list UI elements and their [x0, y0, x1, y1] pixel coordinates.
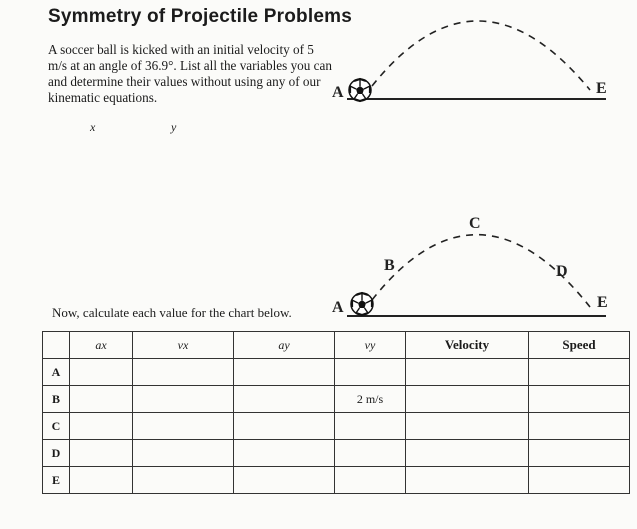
table-cell[interactable] — [406, 413, 529, 440]
table-row — [43, 386, 630, 413]
values-chart — [42, 331, 630, 494]
table-cell[interactable] — [133, 386, 234, 413]
row-label: C — [43, 413, 70, 440]
table-cell[interactable] — [529, 359, 630, 386]
table-cell[interactable] — [234, 413, 335, 440]
table-cell[interactable] — [529, 440, 630, 467]
x-variable-label: x — [90, 120, 96, 134]
header-ax: ax — [70, 332, 133, 359]
table-row — [43, 440, 630, 467]
table-cell[interactable] — [335, 467, 406, 494]
table-cell[interactable] — [234, 467, 335, 494]
table-cell[interactable] — [406, 467, 529, 494]
point-b-label: B — [384, 257, 395, 274]
table-cell[interactable] — [133, 413, 234, 440]
chart-instruction: Now, calculate each value for the chart below. — [52, 305, 292, 320]
diagram-2 — [332, 215, 608, 316]
table-row — [43, 413, 630, 440]
table-cell[interactable] — [70, 359, 133, 386]
point-a-label-1: A — [332, 84, 344, 101]
header-velocity: Velocity — [406, 332, 529, 359]
table-cell[interactable] — [70, 413, 133, 440]
point-e-label-1: E — [596, 80, 607, 97]
page-title: Symmetry of Projectile Problems — [48, 6, 352, 27]
table-row — [43, 467, 630, 494]
table-header-row — [43, 332, 630, 359]
point-d-label: D — [556, 263, 568, 280]
table-cell[interactable] — [335, 413, 406, 440]
table-cell[interactable] — [133, 467, 234, 494]
diagram-1 — [332, 21, 607, 101]
header-ay: ay — [234, 332, 335, 359]
point-c-label: C — [469, 215, 481, 232]
table-cell[interactable] — [70, 386, 133, 413]
y-variable-label: y — [171, 120, 177, 134]
table-cell[interactable] — [133, 359, 234, 386]
header-speed: Speed — [529, 332, 630, 359]
point-e-label-2: E — [597, 294, 608, 311]
row-label: E — [43, 467, 70, 494]
table-cell[interactable] — [406, 386, 529, 413]
soccer-ball-icon — [351, 293, 373, 315]
row-label: B — [43, 386, 70, 413]
header-vx: vx — [133, 332, 234, 359]
table-cell[interactable] — [529, 386, 630, 413]
header-vy: vy — [335, 332, 406, 359]
table-cell[interactable] — [406, 440, 529, 467]
table-cell[interactable] — [335, 359, 406, 386]
table-cell[interactable] — [234, 440, 335, 467]
table-cell[interactable] — [70, 440, 133, 467]
row-label: D — [43, 440, 70, 467]
table-cell[interactable] — [133, 440, 234, 467]
table-cell[interactable] — [234, 359, 335, 386]
point-a-label-2: A — [332, 299, 344, 316]
table-cell[interactable] — [234, 386, 335, 413]
problem-prompt: A soccer ball is kicked with an initial velocity of 5 m/s at an angle of 36.9°. List all the variables you can and determine their values without using any of our kinematic equations. — [48, 42, 332, 105]
table-cell[interactable] — [529, 467, 630, 494]
corner-cell — [43, 332, 70, 359]
table-cell[interactable]: 2 m/s — [335, 386, 406, 413]
table-cell[interactable] — [529, 413, 630, 440]
row-label: A — [43, 359, 70, 386]
table-cell[interactable] — [335, 440, 406, 467]
trajectory-1 — [372, 21, 590, 90]
table-row — [43, 359, 630, 386]
table-cell[interactable] — [406, 359, 529, 386]
soccer-ball-icon — [349, 79, 371, 101]
table-cell[interactable] — [70, 467, 133, 494]
